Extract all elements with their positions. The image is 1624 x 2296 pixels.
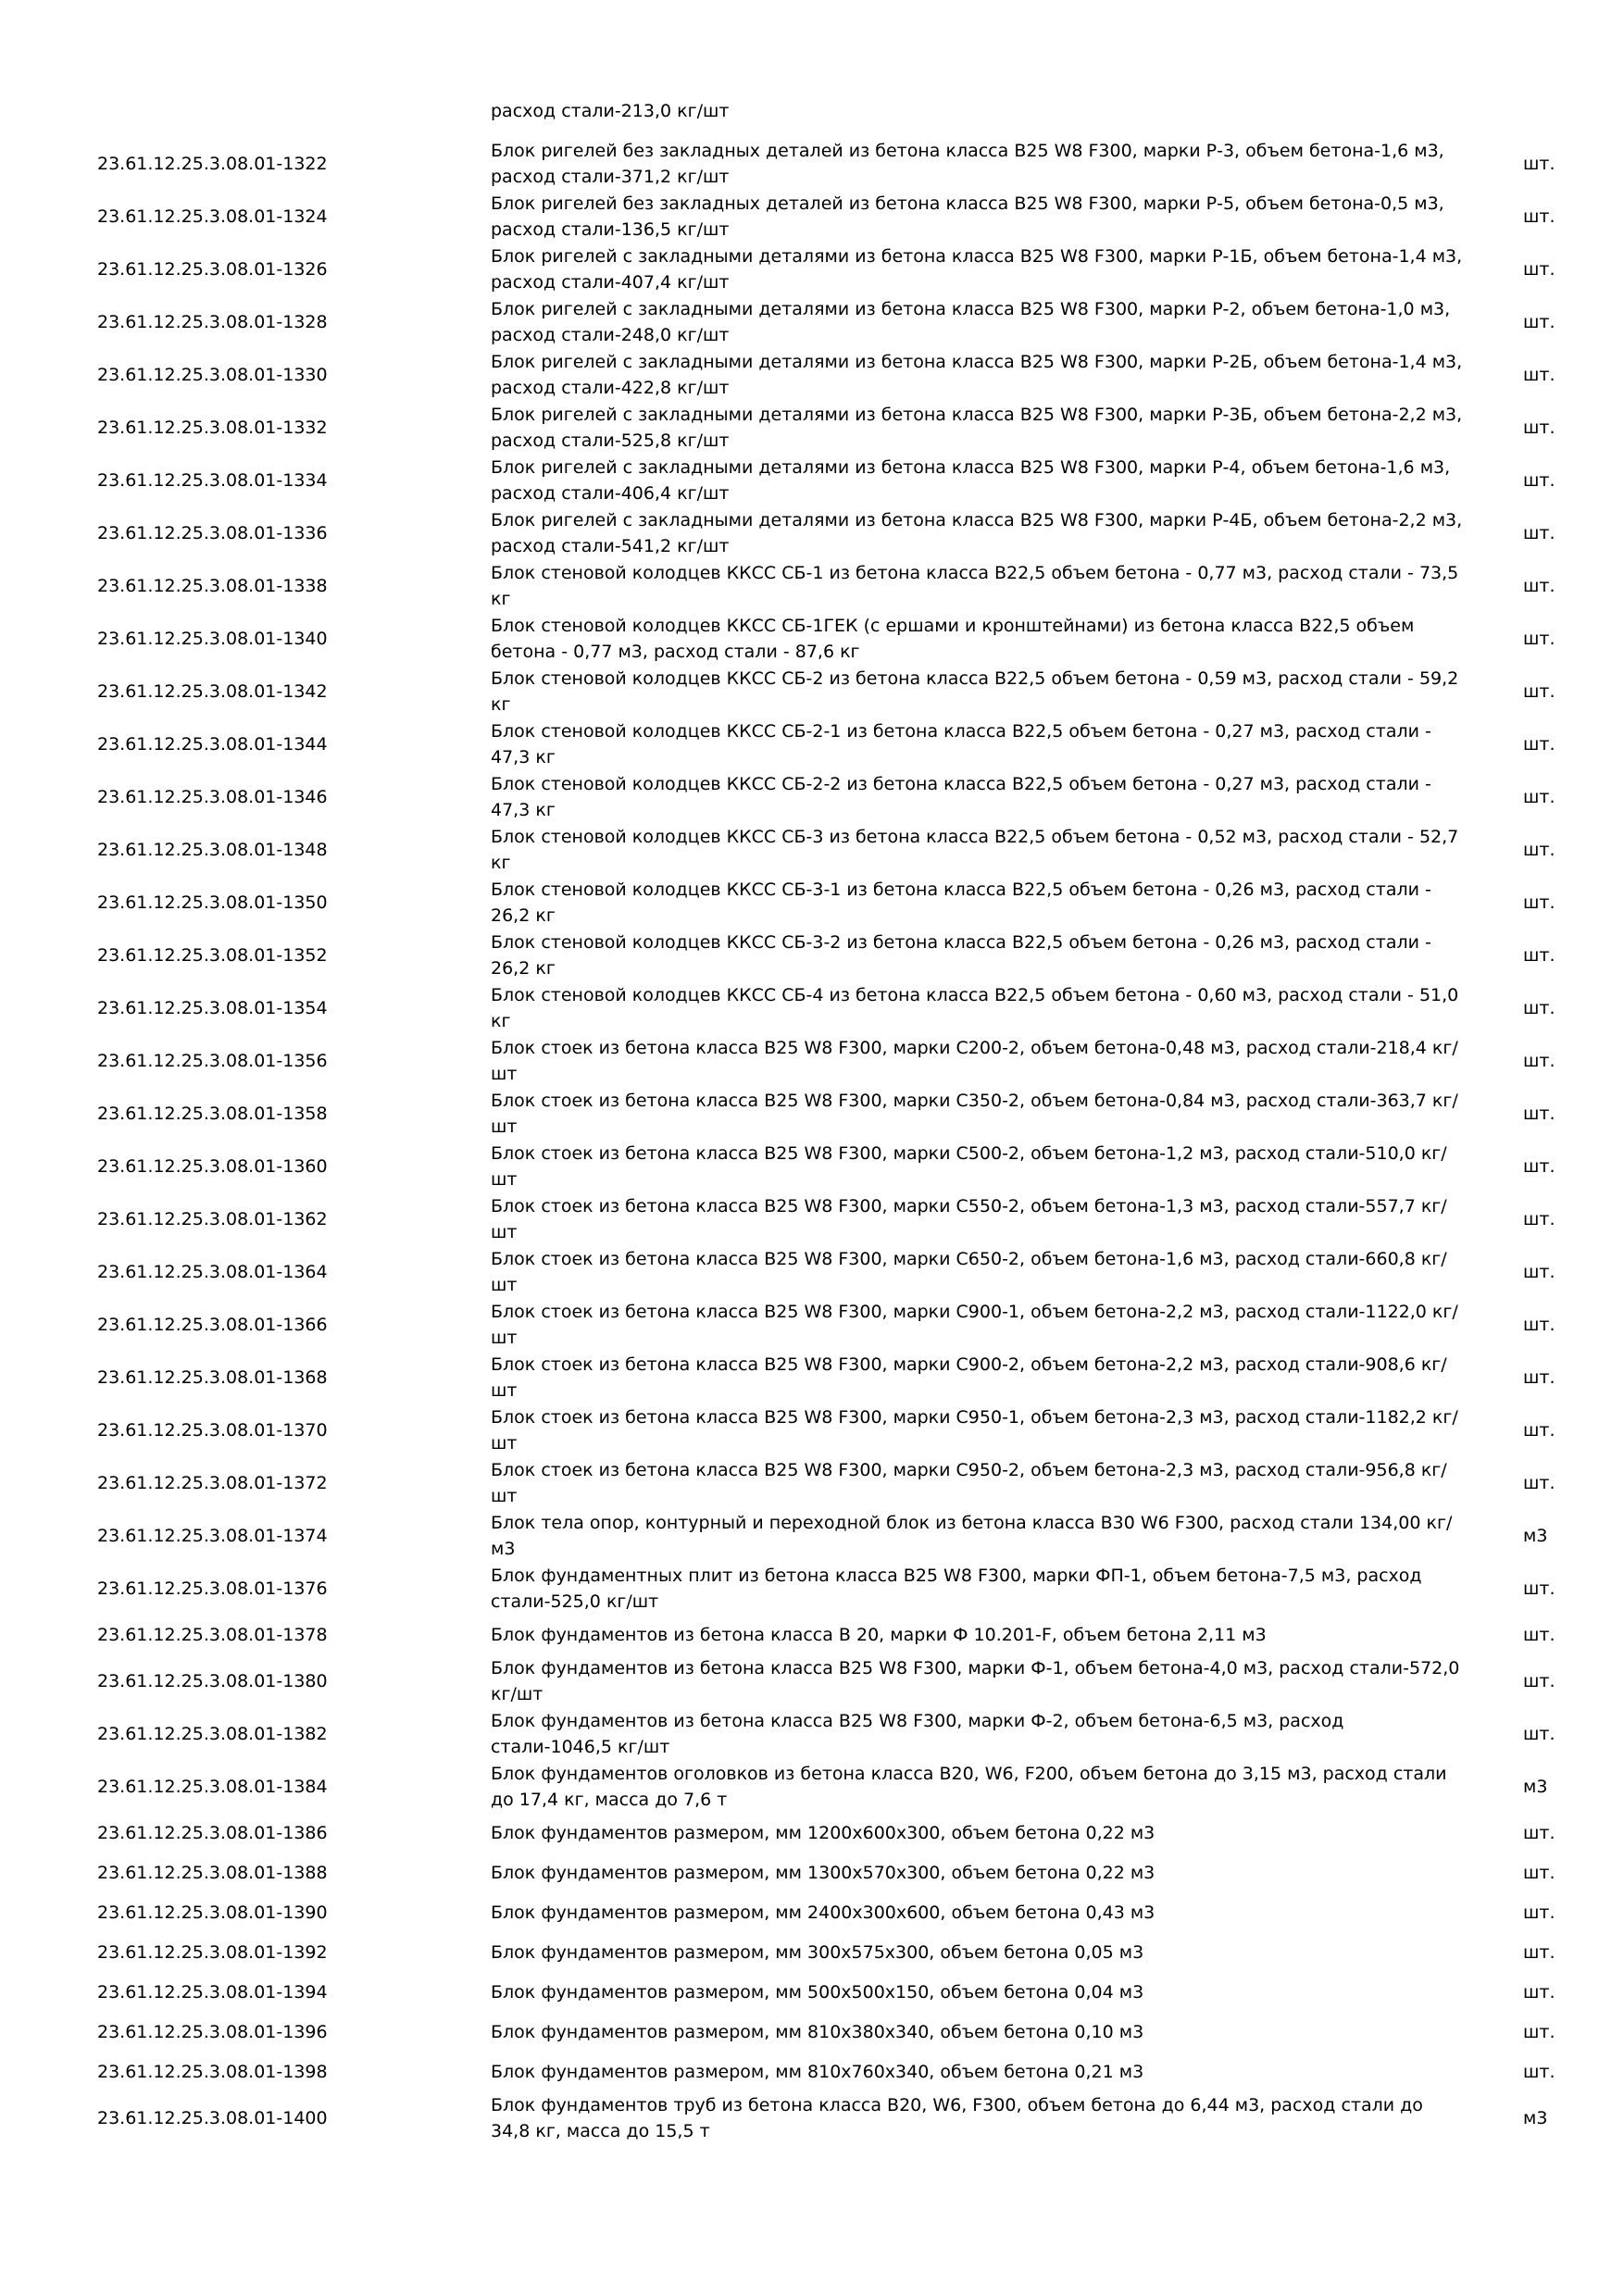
table-row — [0, 1654, 1624, 1707]
table-row — [0, 348, 1624, 401]
item-code: 23.61.12.25.3.08.01-1384 — [97, 1776, 328, 1797]
item-code: 23.61.12.25.3.08.01-1372 — [97, 1472, 328, 1493]
item-description: Блок фундаментов оголовков из бетона класса В20, W6, F200, объем бетона до 3,15 м3, расход стали до 17,4 кг, масса до 7,6 т — [491, 1763, 1447, 1810]
item-code: 23.61.12.25.3.08.01-1368 — [97, 1366, 328, 1388]
item-code: 23.61.12.25.3.08.01-1324 — [97, 206, 328, 227]
item-unit: шт. — [1523, 892, 1555, 913]
table-row — [0, 1087, 1624, 1140]
item-code: 23.61.12.25.3.08.01-1336 — [97, 522, 328, 543]
item-code: 23.61.12.25.3.08.01-1364 — [97, 1261, 328, 1282]
item-code: 23.61.12.25.3.08.01-1400 — [97, 2107, 328, 2128]
table-row — [0, 2012, 1624, 2052]
item-code: 23.61.12.25.3.08.01-1354 — [97, 997, 328, 1018]
item-description: Блок фундаментов размером, мм 1200х600х300, объем бетона 0,22 м3 — [491, 1822, 1156, 1843]
item-description: Блок стеновой колодцев ККСС СБ-1ГЕК (с ершами и кронштейнами) из бетона класса В22,5 объем бетона - 0,77 м3, расход стали - 87,6 кг — [491, 615, 1415, 662]
item-code: 23.61.12.25.3.08.01-1380 — [97, 1670, 328, 1691]
item-code: 23.61.12.25.3.08.01-1352 — [97, 944, 328, 966]
item-unit: шт. — [1523, 153, 1555, 174]
table-row — [0, 929, 1624, 981]
item-code: 23.61.12.25.3.08.01-1332 — [97, 417, 328, 438]
item-unit: шт. — [1523, 2021, 1555, 2042]
item-unit: шт. — [1523, 258, 1555, 280]
item-unit: м3 — [1523, 1525, 1548, 1546]
item-code: 23.61.12.25.3.08.01-1340 — [97, 628, 328, 649]
item-description: Блок ригелей с закладными деталями из бетона класса В25 W8 F300, марки Р-2, объем бетона-1,0 м3, расход стали-248,0 кг/шт — [491, 298, 1451, 345]
table-row — [0, 1192, 1624, 1245]
item-unit: шт. — [1523, 1155, 1555, 1177]
item-unit: шт. — [1523, 1624, 1555, 1645]
item-description: Блок стоек из бетона класса В25 W8 F300, марки С200-2, объем бетона-0,48 м3, расход стали-218,4 кг/шт — [491, 1037, 1458, 1084]
item-unit: шт. — [1523, 1822, 1555, 1843]
table-row — [0, 876, 1624, 929]
item-description: Блок стоек из бетона класса В25 W8 F300, марки С500-2, объем бетона-1,2 м3, расход стали-510,0 кг/шт — [491, 1142, 1447, 1190]
item-description: Блок стеновой колодцев ККСС СБ-3-1 из бетона класса В22,5 объем бетона - 0,26 м3, расход стали - 26,2 кг — [491, 879, 1431, 926]
table-row — [0, 1140, 1624, 1192]
table-row — [0, 1932, 1624, 1972]
item-description: Блок фундаментов размером, мм 1300х570х300, объем бетона 0,22 м3 — [491, 1862, 1156, 1883]
item-description: Блок фундаментов размером, мм 300х575х300, объем бетона 0,05 м3 — [491, 1941, 1144, 1963]
item-unit: м3 — [1523, 2107, 1548, 2128]
item-description: Блок стоек из бетона класса В25 W8 F300, марки С650-2, объем бетона-1,6 м3, расход стали-660,8 кг/шт — [491, 1248, 1447, 1295]
item-unit: шт. — [1523, 786, 1555, 807]
item-code: 23.61.12.25.3.08.01-1370 — [97, 1419, 328, 1441]
item-unit: м3 — [1523, 1776, 1548, 1797]
item-description: Блок фундаментов из бетона класса В25 W8 F300, марки Ф-2, объем бетона-6,5 м3, расход стали-1046,5 кг/шт — [491, 1710, 1344, 1757]
table-row — [0, 1404, 1624, 1456]
item-description: Блок фундаментов из бетона класса В25 W8 F300, марки Ф-1, объем бетона-4,0 м3, расход стали-572,0 кг/шт — [491, 1657, 1460, 1704]
item-code: 23.61.12.25.3.08.01-1360 — [97, 1155, 328, 1177]
item-description: Блок стоек из бетона класса В25 W8 F300, марки С350-2, объем бетона-0,84 м3, расход стали-363,7 кг/шт — [491, 1090, 1458, 1137]
table-row — [0, 2052, 1624, 2091]
item-unit: шт. — [1523, 206, 1555, 227]
item-code: 23.61.12.25.3.08.01-1362 — [97, 1208, 328, 1229]
table-row — [0, 1034, 1624, 1087]
item-description: Блок фундаментов размером, мм 500х500х150, объем бетона 0,04 м3 — [491, 1981, 1144, 2003]
item-code: 23.61.12.25.3.08.01-1328 — [97, 311, 328, 332]
item-code: 23.61.12.25.3.08.01-1390 — [97, 1902, 328, 1923]
item-description: Блок стеновой колодцев ККСС СБ-3-2 из бетона класса В22,5 объем бетона - 0,26 м3, расход стали - 26,2 кг — [491, 931, 1431, 979]
item-code: 23.61.12.25.3.08.01-1398 — [97, 2061, 328, 2082]
item-unit: шт. — [1523, 944, 1555, 966]
item-unit: шт. — [1523, 839, 1555, 860]
item-unit: шт. — [1523, 1862, 1555, 1883]
table-row — [0, 1972, 1624, 2012]
item-code: 23.61.12.25.3.08.01-1338 — [97, 575, 328, 596]
item-unit: шт. — [1523, 311, 1555, 332]
item-code: 23.61.12.25.3.08.01-1394 — [97, 1981, 328, 2003]
item-unit: шт. — [1523, 1981, 1555, 2003]
table-row — [0, 506, 1624, 559]
item-description: Блок ригелей с закладными деталями из бетона класса В25 W8 F300, марки Р-4, объем бетона-1,6 м3, расход стали-406,4 кг/шт — [491, 456, 1451, 504]
item-description: Блок стоек из бетона класса В25 W8 F300, марки С950-2, объем бетона-2,3 м3, расход стали-956,8 кг/шт — [491, 1459, 1447, 1506]
item-description: Блок ригелей с закладными деталями из бетона класса В25 W8 F300, марки Р-2Б, объем бетона-1,4 м3, расход стали-422,8 кг/шт — [491, 351, 1463, 398]
item-description: Блок фундаментов труб из бетона класса В20, W6, F300, объем бетона до 6,44 м3, расход стали до 34,8 кг, масса до 15,5 т — [491, 2094, 1423, 2141]
item-unit: шт. — [1523, 1941, 1555, 1963]
item-description: Блок стеновой колодцев ККСС СБ-2-1 из бетона класса В22,5 объем бетона - 0,27 м3, расход стали - 47,3 кг — [491, 720, 1431, 767]
item-code: 23.61.12.25.3.08.01-1382 — [97, 1723, 328, 1744]
item-description: Блок ригелей с закладными деталями из бетона класса В25 W8 F300, марки Р-1Б, объем бетона-1,4 м3, расход стали-407,4 кг/шт — [491, 245, 1463, 293]
item-unit: шт. — [1523, 628, 1555, 649]
item-code: 23.61.12.25.3.08.01-1388 — [97, 1862, 328, 1883]
item-description: Блок стоек из бетона класса В25 W8 F300, марки С900-2, объем бетона-2,2 м3, расход стали-908,6 кг/шт — [491, 1354, 1447, 1401]
item-unit: шт. — [1523, 575, 1555, 596]
table-row — [0, 1351, 1624, 1404]
item-unit: шт. — [1523, 1578, 1555, 1599]
item-code: 23.61.12.25.3.08.01-1376 — [97, 1578, 328, 1599]
price-table — [0, 137, 1624, 2144]
table-row — [0, 1562, 1624, 1615]
item-description: Блок стоек из бетона класса В25 W8 F300, марки С900-1, объем бетона-2,2 м3, расход стали-1122,0 кг/шт — [491, 1301, 1458, 1348]
table-row — [0, 454, 1624, 506]
table-row — [0, 612, 1624, 665]
item-description: Блок стеновой колодцев ККСС СБ-1 из бетона класса В22,5 объем бетона - 0,77 м3, расход стали - 73,5 кг — [491, 562, 1459, 609]
table-row — [0, 1892, 1624, 1932]
table-row — [0, 401, 1624, 454]
item-description: Блок фундаментных плит из бетона класса В25 W8 F300, марки ФП-1, объем бетона-7,5 м3, расход стали-525,0 кг/шт — [491, 1565, 1422, 1612]
item-unit: шт. — [1523, 364, 1555, 385]
item-code: 23.61.12.25.3.08.01-1334 — [97, 469, 328, 491]
table-row — [0, 1760, 1624, 1813]
item-code: 23.61.12.25.3.08.01-1326 — [97, 258, 328, 280]
item-code: 23.61.12.25.3.08.01-1378 — [97, 1624, 328, 1645]
item-unit: шт. — [1523, 2061, 1555, 2082]
item-description: Блок ригелей с закладными деталями из бетона класса В25 W8 F300, марки Р-4Б, объем бетона-2,2 м3, расход стали-541,2 кг/шт — [491, 509, 1463, 556]
table-row — [0, 1813, 1624, 1853]
table-row — [0, 559, 1624, 612]
item-code: 23.61.12.25.3.08.01-1348 — [97, 839, 328, 860]
item-unit: шт. — [1523, 522, 1555, 543]
item-unit: шт. — [1523, 1723, 1555, 1744]
table-row — [0, 718, 1624, 770]
item-unit: шт. — [1523, 1472, 1555, 1493]
item-code: 23.61.12.25.3.08.01-1366 — [97, 1314, 328, 1335]
item-unit: шт. — [1523, 1670, 1555, 1691]
item-unit: шт. — [1523, 1103, 1555, 1124]
item-description: Блок ригелей с закладными деталями из бетона класса В25 W8 F300, марки Р-3Б, объем бетона-2,2 м3, расход стали-525,8 кг/шт — [491, 404, 1463, 451]
item-unit: шт. — [1523, 1314, 1555, 1335]
item-code: 23.61.12.25.3.08.01-1392 — [97, 1941, 328, 1963]
item-description: Блок стоек из бетона класса В25 W8 F300, марки С950-1, объем бетона-2,3 м3, расход стали-1182,2 кг/шт — [491, 1406, 1458, 1454]
item-unit: шт. — [1523, 1050, 1555, 1071]
item-code: 23.61.12.25.3.08.01-1330 — [97, 364, 328, 385]
table-row — [0, 2091, 1624, 2144]
item-description: Блок ригелей без закладных деталей из бетона класса В25 W8 F300, марки Р-5, объем бетона-0,5 м3, расход стали-136,5 кг/шт — [491, 193, 1444, 240]
item-description: Блок стоек из бетона класса В25 W8 F300, марки С550-2, объем бетона-1,3 м3, расход стали-557,7 кг/шт — [491, 1195, 1447, 1242]
item-code: 23.61.12.25.3.08.01-1322 — [97, 153, 328, 174]
item-code: 23.61.12.25.3.08.01-1374 — [97, 1525, 328, 1546]
table-row — [0, 1456, 1624, 1509]
item-code: 23.61.12.25.3.08.01-1356 — [97, 1050, 328, 1071]
table-row — [0, 190, 1624, 243]
table-row — [0, 823, 1624, 876]
item-unit: шт. — [1523, 1208, 1555, 1229]
table-row — [0, 1245, 1624, 1298]
table-row — [0, 137, 1624, 190]
table-row — [0, 1509, 1624, 1562]
item-description: Блок фундаментов из бетона класса В 20, марки Ф 10.201-F, объем бетона 2,11 м3 — [491, 1624, 1267, 1645]
item-unit: шт. — [1523, 1366, 1555, 1388]
item-description: Блок ригелей без закладных деталей из бетона класса В25 W8 F300, марки Р-3, объем бетона-1,6 м3, расход стали-371,2 кг/шт — [491, 140, 1444, 187]
table-row — [0, 1707, 1624, 1760]
item-description: Блок стеновой колодцев ККСС СБ-2 из бетона класса В22,5 объем бетона - 0,59 м3, расход стали - 59,2 кг — [491, 668, 1459, 715]
table-row — [0, 243, 1624, 295]
carryover-text: расход стали-213,0 кг/шт — [491, 101, 730, 121]
item-unit: шт. — [1523, 1419, 1555, 1441]
item-unit: шт. — [1523, 1261, 1555, 1282]
item-unit: шт. — [1523, 469, 1555, 491]
item-unit: шт. — [1523, 997, 1555, 1018]
item-description: Блок фундаментов размером, мм 810х380х340, объем бетона 0,10 м3 — [491, 2021, 1144, 2042]
item-unit: шт. — [1523, 680, 1555, 702]
item-code: 23.61.12.25.3.08.01-1344 — [97, 733, 328, 755]
item-unit: шт. — [1523, 1902, 1555, 1923]
table-row — [0, 1853, 1624, 1892]
item-code: 23.61.12.25.3.08.01-1346 — [97, 786, 328, 807]
item-unit: шт. — [1523, 417, 1555, 438]
table-row — [0, 770, 1624, 823]
item-description: Блок стеновой колодцев ККСС СБ-3 из бетона класса В22,5 объем бетона - 0,52 м3, расход стали - 52,7 кг — [491, 826, 1459, 873]
table-row — [0, 981, 1624, 1034]
item-description: Блок фундаментов размером, мм 2400х300х600, объем бетона 0,43 м3 — [491, 1902, 1156, 1923]
item-description: Блок стеновой колодцев ККСС СБ-2-2 из бетона класса В22,5 объем бетона - 0,27 м3, расход стали - 47,3 кг — [491, 773, 1431, 820]
item-description: Блок стеновой колодцев ККСС СБ-4 из бетона класса В22,5 объем бетона - 0,60 м3, расход стали - 51,0 кг — [491, 984, 1459, 1031]
item-unit: шт. — [1523, 733, 1555, 755]
item-code: 23.61.12.25.3.08.01-1396 — [97, 2021, 328, 2042]
table-row — [0, 665, 1624, 718]
item-code: 23.61.12.25.3.08.01-1350 — [97, 892, 328, 913]
item-code: 23.61.12.25.3.08.01-1386 — [97, 1822, 328, 1843]
item-description: Блок тела опор, контурный и переходной блок из бетона класса В30 W6 F300, расход стали 134,00 кг/м3 — [491, 1512, 1453, 1559]
table-row — [0, 295, 1624, 348]
item-code: 23.61.12.25.3.08.01-1358 — [97, 1103, 328, 1124]
item-description: Блок фундаментов размером, мм 810х760х340, объем бетона 0,21 м3 — [491, 2061, 1144, 2082]
table-row — [0, 1298, 1624, 1351]
item-code: 23.61.12.25.3.08.01-1342 — [97, 680, 328, 702]
table-row — [0, 1615, 1624, 1654]
